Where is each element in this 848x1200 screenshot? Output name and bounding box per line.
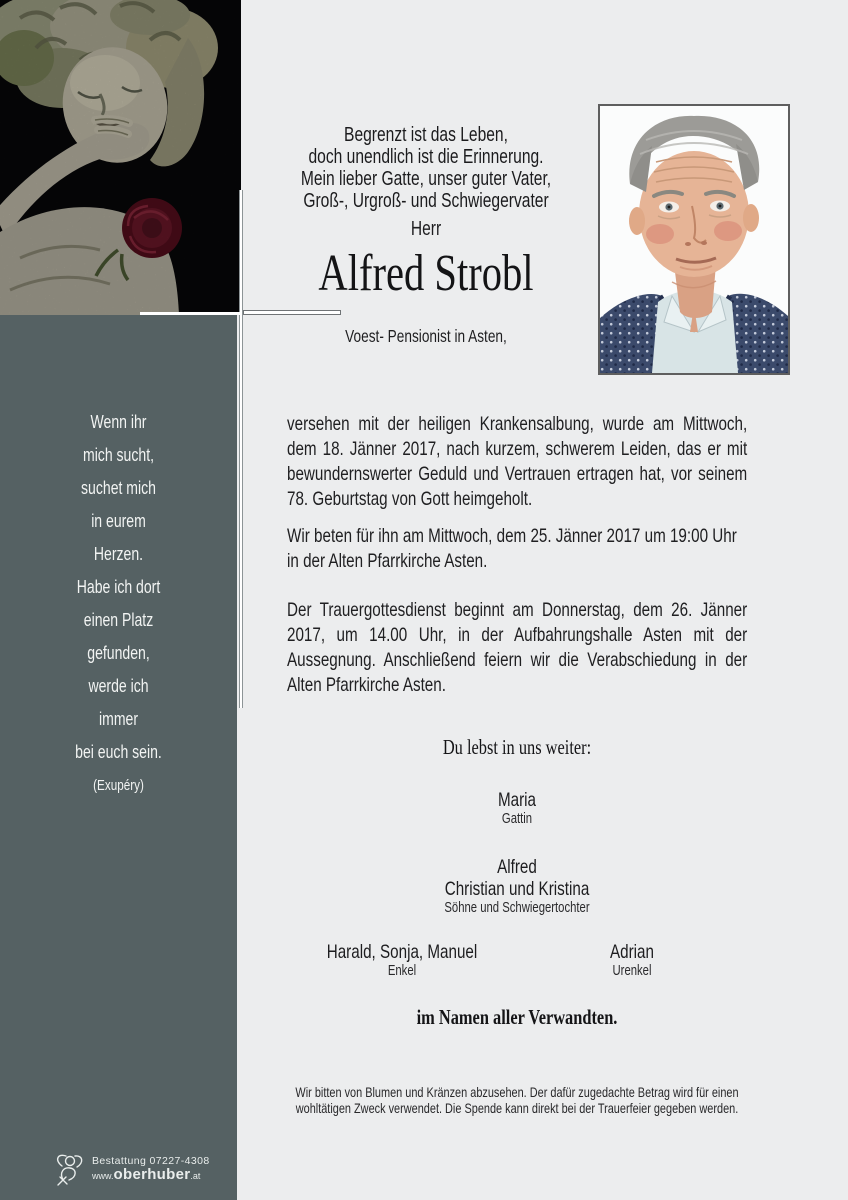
family-relation: Urenkel — [612, 963, 652, 979]
intro-line: Begrenzt ist das Leben, — [344, 124, 508, 146]
sidebar-poem — [26, 406, 211, 802]
poem-line: mich sucht, — [82, 445, 155, 465]
funeral-home-logo — [50, 1150, 210, 1188]
intro-verse — [247, 124, 606, 212]
angel-statue-illustration — [0, 0, 241, 315]
family-group-great-grandchildren — [515, 941, 749, 980]
deceased-portrait-photo — [598, 104, 790, 375]
family-group-sons — [338, 856, 697, 917]
family-member-name: Harald, Sonja, Manuel — [326, 941, 478, 963]
donation-notice: Wir bitten von Blumen und Kränzen abzusehen. Der dafür zugedachte Betrag wird für einen wohltätigen Zweck verwendet. Die Spende kann direkt bei der Trauerfeier gegeben werden. — [295, 1084, 739, 1116]
intro-line: Mein lieber Gatte, unser guter Vater, — [300, 168, 552, 190]
family-group-grandchildren — [285, 941, 519, 980]
angel-emblem-icon — [50, 1150, 86, 1188]
poem-line: Herzen. — [93, 544, 144, 564]
poem-line: immer — [99, 709, 138, 729]
horizontal-divider-line-left — [140, 312, 240, 315]
family-member-name: Christian und Kristina — [444, 878, 590, 900]
poem-line: Wenn ihr — [90, 412, 147, 432]
angel-statue-photo — [0, 0, 241, 315]
intro-line: doch unendlich ist die Erinnerung. — [308, 146, 544, 168]
deceased-subtitle: Voest- Pensionist in Asten, — [345, 326, 507, 346]
family-member-name: Alfred — [497, 856, 537, 878]
family-relation: Gattin — [501, 811, 533, 827]
funeral-home-url — [92, 1167, 210, 1183]
poem-line: bei euch sein. — [75, 742, 162, 762]
poem-line: gefunden, — [87, 643, 150, 663]
family-relation: Enkel — [387, 963, 417, 979]
poem-line: in eurem — [91, 511, 146, 531]
family-heading: Du lebst in uns weiter: — [442, 735, 592, 759]
salutation: Herr — [410, 218, 442, 240]
family-member-name: Maria — [497, 789, 537, 811]
url-prefix: www. — [92, 1170, 114, 1181]
funeral-home-phone: Bestattung 07227-4308 — [92, 1154, 210, 1167]
poem-line: Habe ich dort — [76, 577, 161, 597]
horizontal-divider-line-right — [243, 310, 341, 315]
family-closing-line: im Namen aller Verwandten. — [416, 1005, 618, 1029]
funeral-service-paragraph: Der Trauergottesdienst beginnt am Donnerstag, dem 26. Jänner 2017, um 14.00 Uhr, in der Aufbahrungshalle Asten mit der Aussegnung. Anschließend feiern wir die Verabschiedung in der Alten Pfarrkirche Asten. — [287, 599, 748, 696]
vertical-divider-line — [239, 190, 243, 708]
prayer-service-paragraph: Wir beten für ihn am Mittwoch, dem 25. Jänner 2017 um 19:00 Uhr in der Alten Pfarrkirche Asten. — [287, 525, 737, 572]
family-member-name: Adrian — [610, 941, 654, 963]
poem-line: suchet mich — [81, 478, 156, 498]
url-main: oberhuber — [113, 1165, 191, 1183]
intro-line: Groß-, Urgroß- und Schwiegervater — [303, 190, 549, 212]
deceased-name: Alfred Strobl — [318, 245, 534, 302]
death-announcement-paragraph: versehen mit der heiligen Krankensalbung, wurde am Mittwoch, dem 18. Jänner 2017, nach kurzem, schwerem Leiden, das er mit bewundernswerter Geduld und Vertrauen ertragen hat, vor seinem 78. Geburtstag von Gott heimgeholt. — [287, 413, 748, 510]
poem-line: einen Platz — [83, 610, 154, 630]
poem-attribution: (Exupéry) — [93, 777, 144, 794]
portrait-illustration — [600, 106, 788, 373]
family-relation: Söhne und Schwiegertochter — [444, 900, 590, 916]
family-group-spouse — [338, 789, 697, 828]
url-suffix: .at — [190, 1170, 201, 1181]
poem-line: werde ich — [88, 676, 149, 696]
